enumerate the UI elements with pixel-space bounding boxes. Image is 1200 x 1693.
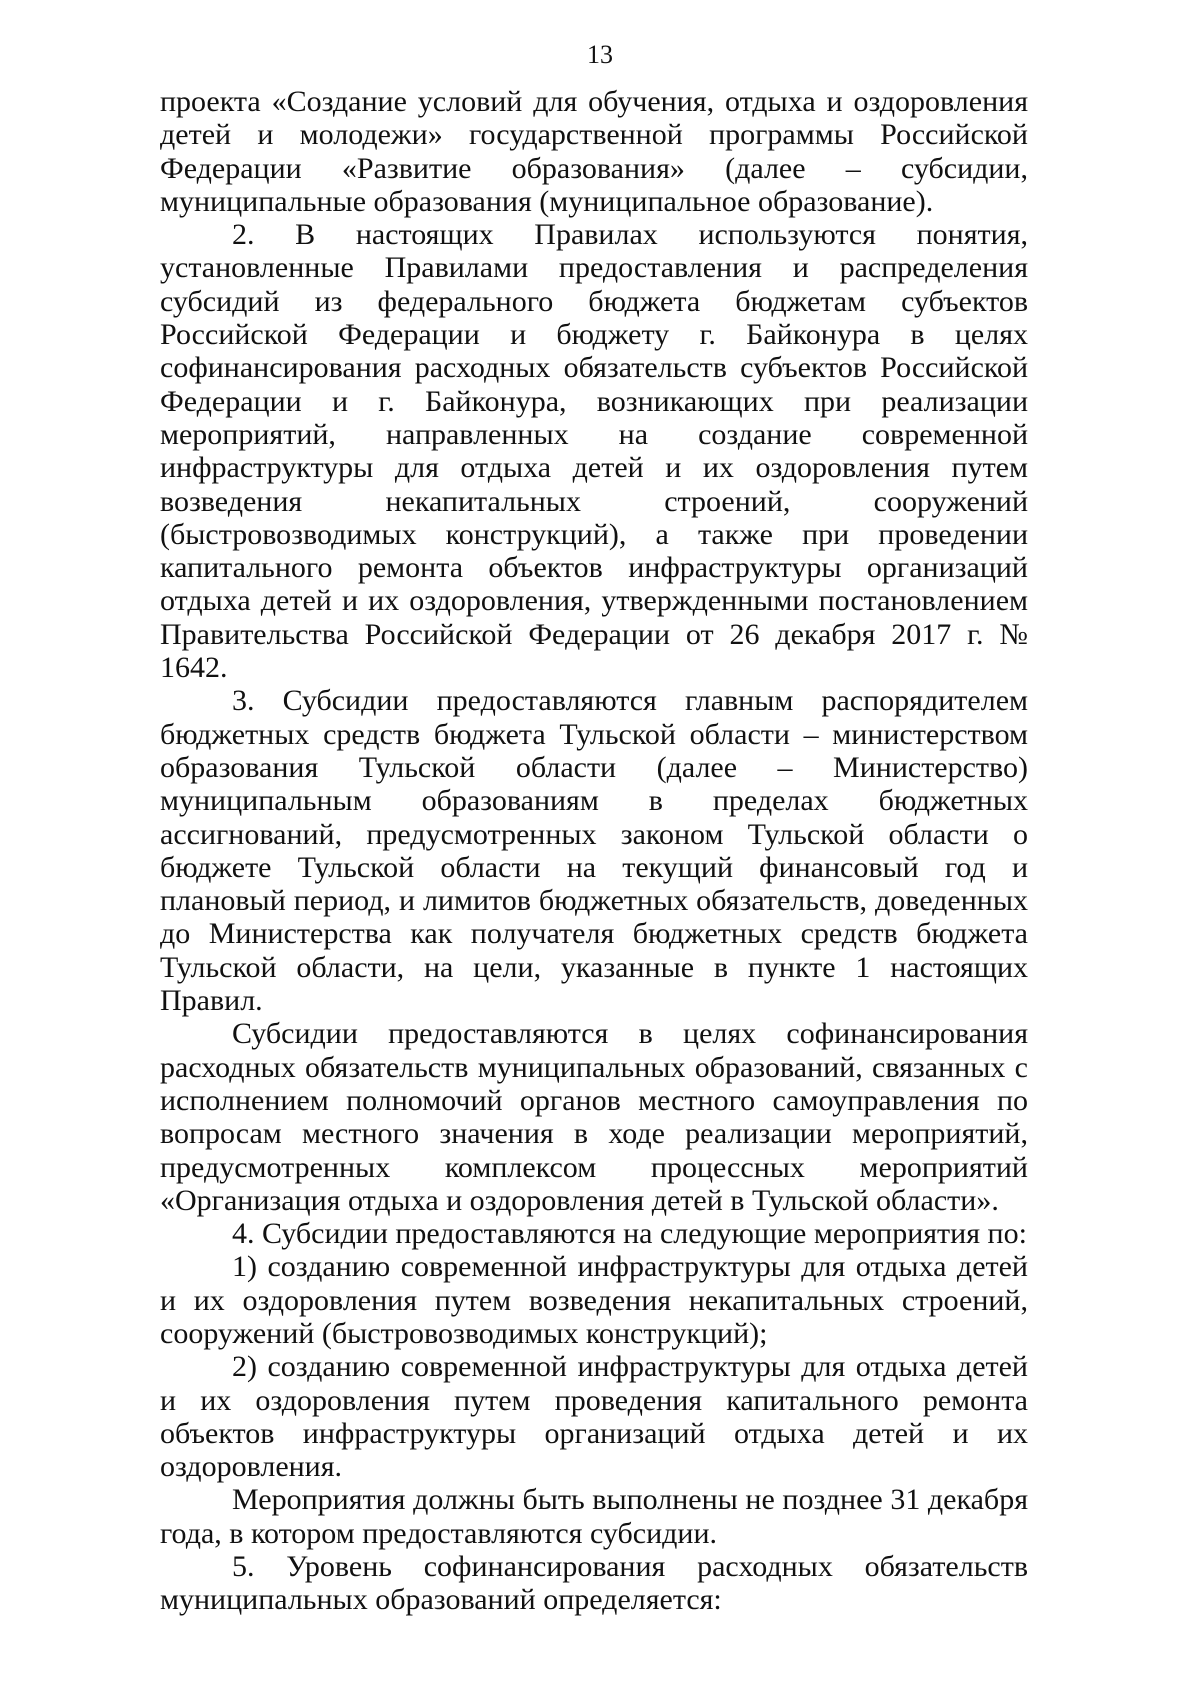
paragraph-7: 2) созданию современной инфраструктуры для отдыха детей и их оздоровления путем проведения капитального ремонта объектов инфраструктуры организаций отдыха детей и их оздоровления. xyxy=(160,1350,1028,1484)
paragraph-1: проекта «Создание условий для обучения, отдыха и оздоровления детей и молодежи» государственной программы Российской Федерации «Развитие образования» (далее – субсидии, муниципальные образования (муниципальное образование). xyxy=(160,85,1028,218)
document-body xyxy=(160,85,1028,1617)
paragraph-5: 4. Субсидии предоставляются на следующие мероприятия по: xyxy=(232,1217,1027,1251)
paragraph-3: 3. Субсидии предоставляются главным распорядителем бюджетных средств бюджета Тульской области – министерством образования Тульской области (далее – Министерство) муниципальным образованиям в пределах бюджетных ассигнований, предусмотренных законом Тульской области о бюджете Тульской области на текущий финансовый год и плановый период, и лимитов бюджетных обязательств, доведенных до Министерства как получателя бюджетных средств бюджета Тульской области, на цели, указанные в пункте 1 настоящих Правил. xyxy=(160,684,1028,1018)
paragraph-8: Мероприятия должны быть выполнены не позднее 31 декабря года, в котором предоставляются субсидии. xyxy=(160,1483,1028,1550)
paragraph-9: 5. Уровень софинансирования расходных обязательств муниципальных образований определяется: xyxy=(160,1550,1028,1617)
paragraph-2: 2. В настоящих Правилах используются понятия, установленные Правилами предоставления и распределения субсидий из федерального бюджета бюджетам субъектов Российской Федерации и бюджету г. Байконура в целях софинансирования расходных обязательств субъектов Российской Федерации и г. Байконура, возникающих при реализации мероприятий, направленных на создание современной инфраструктуры для отдыха детей и их оздоровления путем возведения некапитальных строений, сооружений (быстровозводимых конструкций), а также при проведении капитального ремонта объектов инфраструктуры организаций отдыха детей и их оздоровления, утвержденными постановлением Правительства Российской Федерации от 26 декабря 2017 г. № 1642. xyxy=(160,218,1028,685)
paragraph-6: 1) созданию современной инфраструктуры для отдыха детей и их оздоровления путем возведения некапитальных строений, сооружений (быстровозводимых конструкций); xyxy=(160,1250,1028,1350)
page-number: 13 xyxy=(587,40,613,69)
paragraph-4: Субсидии предоставляются в целях софинансирования расходных обязательств муниципальных образований, связанных с исполнением полномочий органов местного самоуправления по вопросам местного значения в ходе реализации мероприятий, предусмотренных комплексом процессных мероприятий «Организация отдыха и оздоровления детей в Тульской области». xyxy=(160,1017,1028,1217)
